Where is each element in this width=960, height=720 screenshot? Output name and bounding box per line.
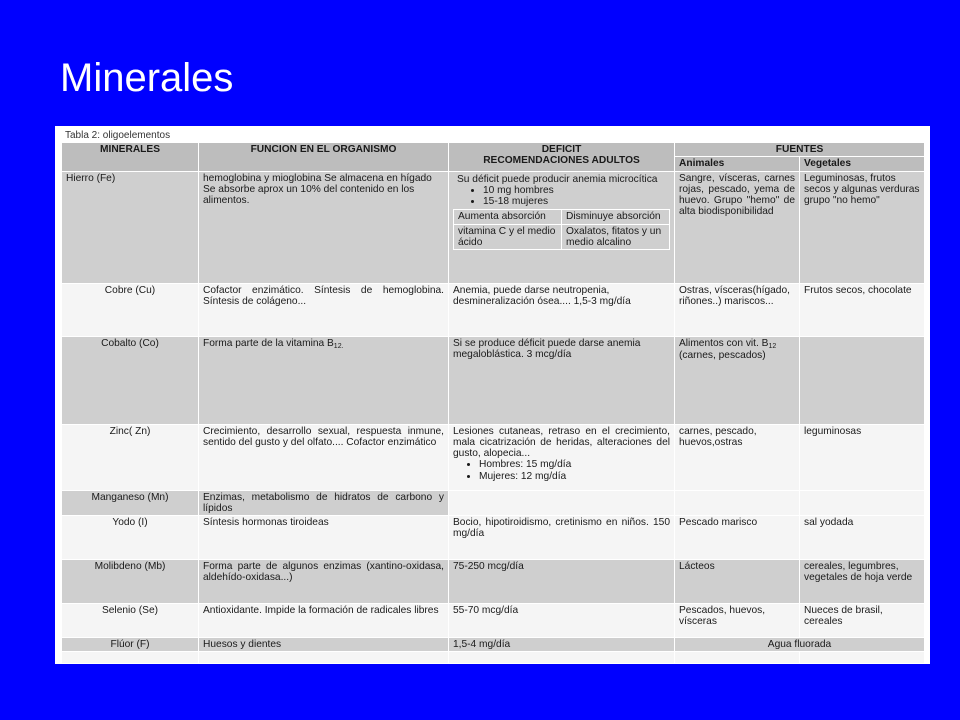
table-row — [62, 604, 925, 638]
table-row — [62, 560, 925, 604]
funcion-cell: Antioxidante. Impide la formación de radicales libres — [199, 604, 449, 638]
deficit-cell — [449, 171, 675, 283]
header-fuentes: FUENTES — [675, 143, 925, 157]
subscript: 12. — [333, 342, 344, 350]
mineral-cell: Selenio (Se) — [62, 604, 199, 638]
animales-cell — [675, 490, 800, 516]
funcion-cell — [199, 336, 449, 424]
deficit-cell: 55-70 mcg/día — [449, 604, 675, 638]
list-item: • 15-18 mujeres — [483, 196, 666, 207]
aumenta-header: Aumenta absorción — [454, 210, 562, 224]
animales-cell: carnes, pescado, huevos,ostras — [675, 424, 800, 490]
mineral-cell: Cobalto (Co) — [62, 336, 199, 424]
vegetales-cell — [800, 336, 925, 424]
deficit-cell: Anemia, puede darse neutropenia, desmineralización ósea.... 1,5-3 mg/día — [449, 283, 675, 336]
disminuye-value: Oxalatos, fitatos y un medio alcalino — [562, 224, 670, 250]
funcion-cell: Huesos y dientes — [199, 638, 449, 652]
funcion-cell: Forma parte de algunos enzimas (xantino-oxidasa, aldehído-oxidasa...) — [199, 560, 449, 604]
animales-text: Alimentos con vit. B — [679, 337, 769, 349]
deficit-text: Lesiones cutaneas, retraso en el crecimiento, mala cicatrización de heridas, alteraciones del gusto, alopecia... — [453, 425, 670, 460]
fuentes-cell: Agua fluorada — [675, 638, 925, 652]
deficit-cell — [449, 424, 675, 490]
deficit-text: Su déficit puede producir anemia microcítica — [457, 173, 658, 185]
vegetales-cell: Leguminosas, frutos secos y algunas verduras grupo "no hemo" — [800, 171, 925, 283]
deficit-cell: 75-250 mcg/día — [449, 560, 675, 604]
deficit-cell: Si se produce déficit puede darse anemia megaloblástica. 3 mcg/día — [449, 336, 675, 424]
mineral-cell: Manganeso (Mn) — [62, 490, 199, 516]
mineral-cell: Zinc( Zn) — [62, 424, 199, 490]
funcion-cell: Crecimiento, desarrollo sexual, respuesta inmune, sentido del gusto y del olfato.... Cofactor enzimático — [199, 424, 449, 490]
animales-cell: Sangre, vísceras, carnes rojas, pescado, yema de huevo. Grupo "hemo" de alta biodisponibilidad — [675, 171, 800, 283]
header-deficit-line2: RECOMENDACIONES ADULTOS — [483, 155, 640, 167]
animales-cell: Pescado marisco — [675, 516, 800, 560]
vegetales-cell: sal yodada — [800, 516, 925, 560]
vegetales-cell: leguminosas — [800, 424, 925, 490]
list-item: • 10 mg hombres — [483, 185, 666, 196]
animales-cell: Lácteos — [675, 560, 800, 604]
funcion-cell: Síntesis hormonas tiroideas — [199, 516, 449, 560]
funcion-cell: Enzimas, metabolismo de hidratos de carbono y lípidos — [199, 490, 449, 516]
aumenta-value: vitamina C y el medio ácido — [454, 224, 562, 250]
mineral-cell: Flúor (F) — [62, 638, 199, 652]
table-row — [62, 516, 925, 560]
vegetales-cell — [800, 490, 925, 516]
mineral-cell: Molibdeno (Mb) — [62, 560, 199, 604]
subscript: 12 — [768, 342, 777, 350]
mineral-cell: Yodo (I) — [62, 516, 199, 560]
table-row — [62, 638, 925, 652]
absorcion-subtable — [453, 209, 670, 250]
animales-text-post: (carnes, pescados) — [679, 349, 766, 361]
table-row — [62, 652, 925, 664]
header-animales: Animales — [675, 157, 800, 171]
animales-cell — [675, 336, 800, 424]
mineral-cell: Cobre (Cu) — [62, 283, 199, 336]
table-row — [62, 490, 925, 516]
table-document-image — [55, 126, 930, 664]
header-vegetales: Vegetales — [800, 157, 925, 171]
list-item: • Hombres: 15 mg/día — [479, 459, 670, 470]
table-row — [62, 424, 925, 490]
funcion-text: Forma parte de la vitamina B — [203, 337, 334, 349]
deficit-cell: 1,5-4 mg/día — [449, 638, 675, 652]
table-row — [62, 171, 925, 283]
table-caption: Tabla 2: oligoelementos — [65, 130, 171, 141]
vegetales-cell: cereales, legumbres, vegetales de hoja verde — [800, 560, 925, 604]
header-minerales: MINERALES — [62, 143, 199, 172]
deficit-cell: Bocio, hipotiroidismo, cretinismo en niños. 150 mg/día — [449, 516, 675, 560]
header-deficit — [449, 143, 675, 172]
list-item: • Mujeres: 12 mg/día — [479, 471, 670, 482]
mineral-cell: Hierro (Fe) — [62, 171, 199, 283]
funcion-cell: hemoglobina y mioglobina Se almacena en hígado Se absorbe aprox un 10% del contenido en los alimentos. — [199, 171, 449, 283]
header-funcion: FUNCION EN EL ORGANISMO — [199, 143, 449, 172]
vegetales-cell: Frutos secos, chocolate — [800, 283, 925, 336]
deficit-cell — [449, 490, 675, 516]
animales-cell: Ostras, vísceras(hígado, riñones..) mariscos... — [675, 283, 800, 336]
animales-cell: Pescados, huevos, vísceras — [675, 604, 800, 638]
header-deficit-line1: DEFICIT — [541, 144, 582, 155]
slide-title: Minerales — [60, 56, 234, 100]
disminuye-header: Disminuye absorción — [562, 210, 670, 224]
oligoelementos-table — [61, 142, 925, 664]
vegetales-cell: Nueces de brasil, cereales — [800, 604, 925, 638]
table-row — [62, 336, 925, 424]
funcion-cell: Cofactor enzimático. Síntesis de hemoglobina. Síntesis de colágeno... — [199, 283, 449, 336]
table-row — [62, 283, 925, 336]
